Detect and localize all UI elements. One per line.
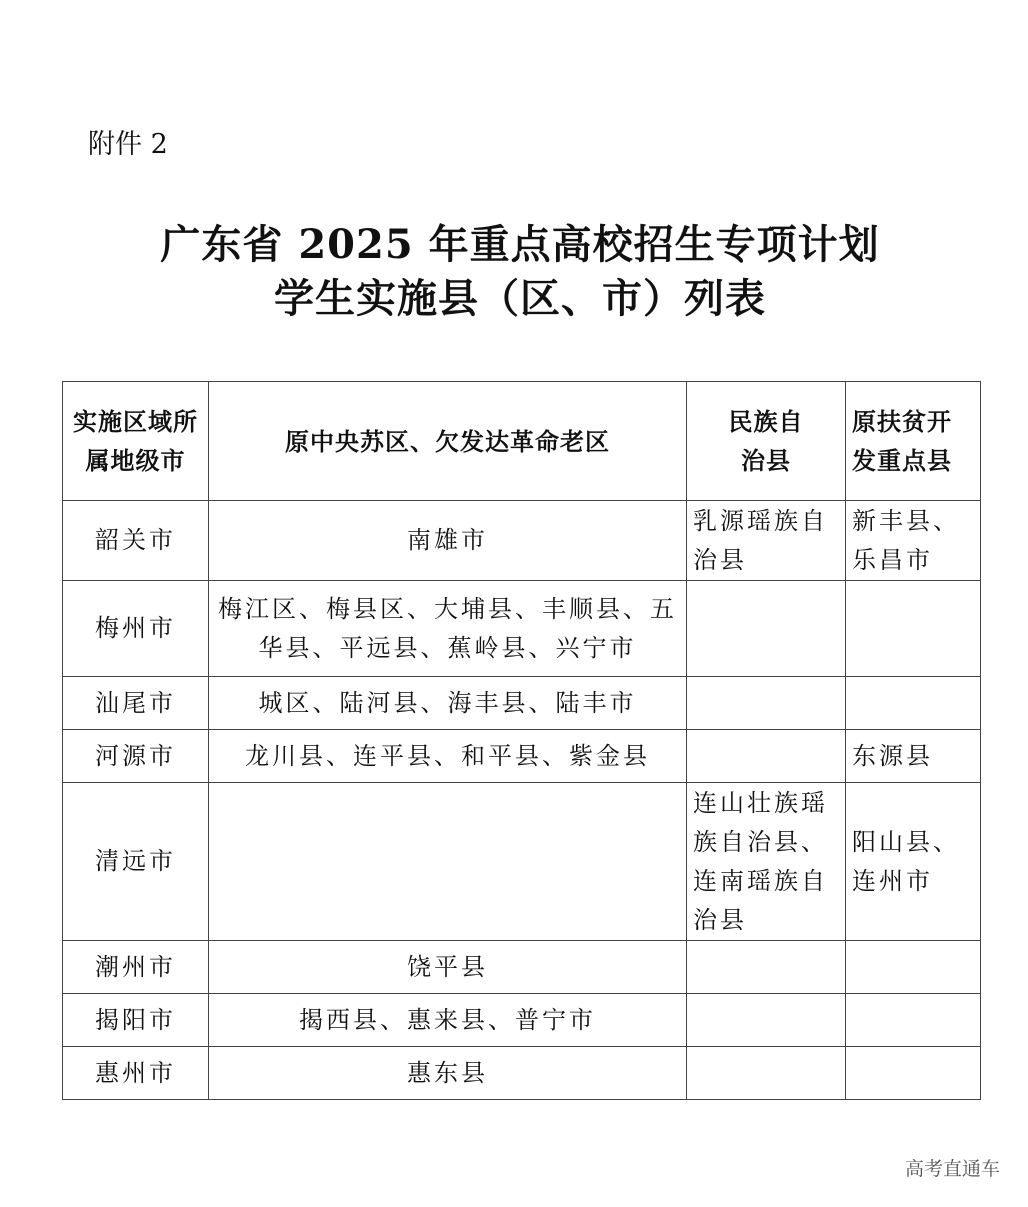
cell-old-revolutionary-area: 龙川县、连平县、和平县、紫金县 xyxy=(209,730,687,783)
header-ethnic-autonomous-county: 民族自治县 xyxy=(687,382,846,501)
table-row xyxy=(63,941,981,994)
cell-city: 揭阳市 xyxy=(63,994,209,1047)
cell-poverty-county xyxy=(846,1047,981,1100)
cell-city: 韶关市 xyxy=(63,501,209,581)
header-poverty-county: 原扶贫开发重点县 xyxy=(846,382,981,501)
cell-ethnic-autonomous-county xyxy=(687,677,846,730)
cell-ethnic-autonomous-county xyxy=(687,1047,846,1100)
cell-old-revolutionary-area: 南雄市 xyxy=(209,501,687,581)
cell-old-revolutionary-area: 饶平县 xyxy=(209,941,687,994)
table-row xyxy=(63,677,981,730)
cell-city: 惠州市 xyxy=(63,1047,209,1100)
table-row xyxy=(63,1047,981,1100)
document-title-line2: 学生实施县（区、市）列表 xyxy=(274,275,766,322)
attachment-label: 附件 2 xyxy=(88,129,168,160)
cell-ethnic-autonomous-county xyxy=(687,730,846,783)
cell-ethnic-autonomous-county: 乳源瑶族自治县 xyxy=(687,501,846,581)
table-row xyxy=(63,501,981,581)
header-old-revolutionary-area: 原中央苏区、欠发达革命老区 xyxy=(209,382,687,501)
cell-city: 河源市 xyxy=(63,730,209,783)
cell-poverty-county: 东源县 xyxy=(846,730,981,783)
cell-old-revolutionary-area: 惠东县 xyxy=(209,1047,687,1100)
cell-poverty-county xyxy=(846,677,981,730)
cell-ethnic-autonomous-county: 连山壮族瑶族自治县、连南瑶族自治县 xyxy=(687,783,846,941)
table-row xyxy=(63,730,981,783)
cell-ethnic-autonomous-county xyxy=(687,994,846,1047)
cell-poverty-county xyxy=(846,994,981,1047)
cell-old-revolutionary-area: 梅江区、梅县区、大埔县、丰顺县、五华县、平远县、蕉岭县、兴宁市 xyxy=(209,581,687,677)
cell-city: 清远市 xyxy=(63,783,209,941)
cell-ethnic-autonomous-county xyxy=(687,581,846,677)
document-title-line1: 广东省 2025 年重点高校招生专项计划 xyxy=(160,221,880,268)
cell-old-revolutionary-area: 揭西县、惠来县、普宁市 xyxy=(209,994,687,1047)
table-row xyxy=(63,994,981,1047)
cell-city: 潮州市 xyxy=(63,941,209,994)
table-row xyxy=(63,581,981,677)
table-row xyxy=(63,783,981,941)
table-header-row xyxy=(63,382,981,501)
cell-old-revolutionary-area: 城区、陆河县、海丰县、陆丰市 xyxy=(209,677,687,730)
cell-poverty-county xyxy=(846,581,981,677)
cell-ethnic-autonomous-county xyxy=(687,941,846,994)
cell-poverty-county: 新丰县、乐昌市 xyxy=(846,501,981,581)
cell-city: 汕尾市 xyxy=(63,677,209,730)
cell-old-revolutionary-area xyxy=(209,783,687,941)
county-list-table xyxy=(62,381,981,1100)
header-city: 实施区域所属地级市 xyxy=(63,382,209,501)
cell-poverty-county: 阳山县、连州市 xyxy=(846,783,981,941)
cell-poverty-county xyxy=(846,941,981,994)
watermark: 高考直通车 xyxy=(904,1158,1000,1180)
cell-city: 梅州市 xyxy=(63,581,209,677)
